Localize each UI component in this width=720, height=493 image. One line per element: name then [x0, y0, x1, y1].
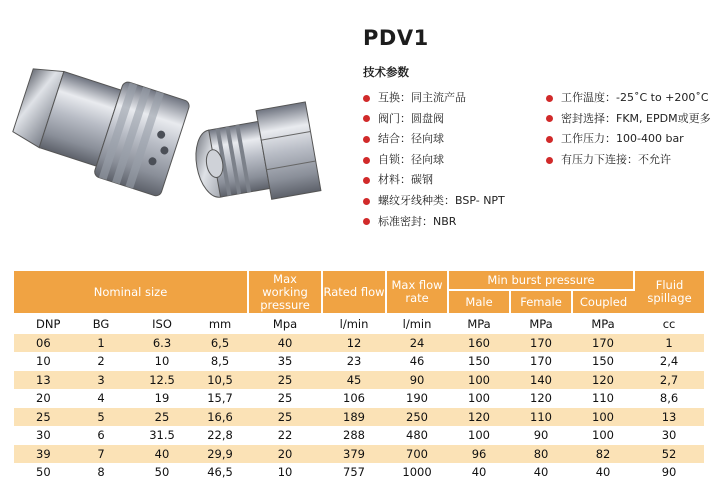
- unit-cell: MPa: [510, 314, 572, 334]
- table-cell: 40: [510, 463, 572, 482]
- table-cell: 25: [248, 371, 322, 390]
- table-cell: 6: [70, 426, 132, 445]
- spec-item: 密封选择：FKM, EPDM或更多: [546, 109, 711, 130]
- table-cell: 100: [448, 426, 510, 445]
- table-cell: 10: [14, 352, 70, 371]
- bullet-icon: [546, 136, 553, 143]
- table-row: [14, 334, 704, 353]
- table-cell: 3: [70, 371, 132, 390]
- table-cell: 150: [572, 352, 634, 371]
- table-cell: 22,8: [192, 426, 248, 445]
- table-cell: 39: [14, 445, 70, 464]
- table-cell: 2,4: [634, 352, 704, 371]
- table-cell: 82: [572, 445, 634, 464]
- spec-heading: 技术参数: [363, 65, 409, 79]
- table-row: [14, 389, 704, 408]
- table-cell: 90: [386, 371, 448, 390]
- bullet-icon: [363, 157, 370, 164]
- product-title: PDV1: [363, 26, 429, 50]
- table-cell: 30: [14, 426, 70, 445]
- table-cell: 15,7: [192, 389, 248, 408]
- table-cell: 288: [322, 426, 386, 445]
- bullet-icon: [546, 95, 553, 102]
- header-male: Male: [448, 290, 510, 314]
- table-cell: 700: [386, 445, 448, 464]
- table-cell: 150: [448, 352, 510, 371]
- table-cell: 24: [386, 334, 448, 353]
- table-cell: 140: [510, 371, 572, 390]
- table-row: [14, 445, 704, 464]
- table-cell: 189: [322, 408, 386, 427]
- table-cell: 35: [248, 352, 322, 371]
- header-max-working-pressure: Max working pressure: [248, 271, 322, 314]
- header-nominal-size: Nominal size: [14, 271, 248, 314]
- spec-list-right: [546, 88, 711, 170]
- unit-cell: DNP: [14, 314, 70, 334]
- bullet-icon: [363, 198, 370, 205]
- spec-item: 标准密封：NBR: [363, 212, 505, 233]
- spec-item: 自锁：径向球: [363, 150, 505, 171]
- table-row: [14, 463, 704, 482]
- table-cell: 40: [132, 445, 192, 464]
- units-row: [14, 314, 704, 334]
- table-cell: 31.5: [132, 426, 192, 445]
- table-cell: 16,6: [192, 408, 248, 427]
- bullet-icon: [363, 218, 370, 225]
- unit-cell: l/min: [322, 314, 386, 334]
- table-cell: 25: [248, 408, 322, 427]
- bullet-icon: [363, 177, 370, 184]
- table-cell: 190: [386, 389, 448, 408]
- table-cell: 12.5: [132, 371, 192, 390]
- unit-cell: ISO: [132, 314, 192, 334]
- spec-item: 阀门：圆盘阀: [363, 109, 505, 130]
- table-cell: 13: [634, 408, 704, 427]
- table-cell: 100: [448, 389, 510, 408]
- table-row: [14, 352, 704, 371]
- bullet-icon: [363, 115, 370, 122]
- table-cell: 160: [448, 334, 510, 353]
- table-cell: 8: [70, 463, 132, 482]
- bullet-icon: [363, 136, 370, 143]
- spec-item: 螺纹牙线种类：BSP- NPT: [363, 191, 505, 212]
- table-cell: 120: [572, 371, 634, 390]
- spec-table-container: [14, 271, 704, 482]
- spec-item: 工作压力：100-400 bar: [546, 129, 711, 150]
- table-cell: 8,5: [192, 352, 248, 371]
- table-cell: 20: [248, 445, 322, 464]
- table-row: [14, 426, 704, 445]
- table-cell: 22: [248, 426, 322, 445]
- unit-cell: MPa: [448, 314, 510, 334]
- table-cell: 46: [386, 352, 448, 371]
- table-cell: 40: [572, 463, 634, 482]
- spec-item: 有压力下连接：不允许: [546, 150, 711, 171]
- table-cell: 1: [70, 334, 132, 353]
- table-row: [14, 371, 704, 390]
- table-cell: 06: [14, 334, 70, 353]
- table-cell: 50: [14, 463, 70, 482]
- table-cell: 80: [510, 445, 572, 464]
- table-cell: 8,6: [634, 389, 704, 408]
- spec-item: 结合：径向球: [363, 129, 505, 150]
- table-cell: 25: [132, 408, 192, 427]
- table-row: [14, 408, 704, 427]
- table-cell: 1000: [386, 463, 448, 482]
- table-cell: 170: [510, 352, 572, 371]
- unit-cell: BG: [70, 314, 132, 334]
- unit-cell: cc: [634, 314, 704, 334]
- header-min-burst-pressure: Min burst pressure: [448, 271, 634, 290]
- table-cell: 40: [248, 334, 322, 353]
- table-cell: 250: [386, 408, 448, 427]
- table-cell: 120: [448, 408, 510, 427]
- table-cell: 110: [572, 389, 634, 408]
- unit-cell: mm: [192, 314, 248, 334]
- table-cell: 13: [14, 371, 70, 390]
- table-cell: 2: [70, 352, 132, 371]
- table-cell: 25: [14, 408, 70, 427]
- table-cell: 20: [14, 389, 70, 408]
- table-cell: 2,7: [634, 371, 704, 390]
- table-cell: 379: [322, 445, 386, 464]
- table-cell: 19: [132, 389, 192, 408]
- table-cell: 29,9: [192, 445, 248, 464]
- table-cell: 4: [70, 389, 132, 408]
- table-cell: 6.3: [132, 334, 192, 353]
- bullet-icon: [363, 95, 370, 102]
- table-cell: 6,5: [192, 334, 248, 353]
- table-cell: 30: [634, 426, 704, 445]
- table-cell: 10: [248, 463, 322, 482]
- table-cell: 100: [448, 371, 510, 390]
- table-cell: 480: [386, 426, 448, 445]
- table-cell: 7: [70, 445, 132, 464]
- header-female: Female: [510, 290, 572, 314]
- unit-cell: Mpa: [248, 314, 322, 334]
- spec-list-left: [363, 88, 505, 232]
- table-cell: 25: [248, 389, 322, 408]
- spec-item: 材料：碳钢: [363, 170, 505, 191]
- bullet-icon: [546, 157, 553, 164]
- table-cell: 120: [510, 389, 572, 408]
- header-max-flow-rate: Max flow rate: [386, 271, 448, 314]
- table-cell: 10,5: [192, 371, 248, 390]
- table-cell: 170: [510, 334, 572, 353]
- table-cell: 100: [572, 408, 634, 427]
- table-cell: 10: [132, 352, 192, 371]
- unit-cell: MPa: [572, 314, 634, 334]
- spec-table: [14, 271, 704, 482]
- table-cell: 5: [70, 408, 132, 427]
- coupler-product-image: [8, 40, 338, 220]
- table-cell: 23: [322, 352, 386, 371]
- header-fluid-spillage: Fluid spillage: [634, 271, 704, 314]
- table-cell: 1: [634, 334, 704, 353]
- table-cell: 110: [510, 408, 572, 427]
- bullet-icon: [546, 115, 553, 122]
- table-cell: 757: [322, 463, 386, 482]
- unit-cell: l/min: [386, 314, 448, 334]
- table-cell: 90: [510, 426, 572, 445]
- table-cell: 50: [132, 463, 192, 482]
- spec-item: 互换：同主流产品: [363, 88, 505, 109]
- spec-item: 工作温度：-25˚C to +200˚C: [546, 88, 711, 109]
- header-coupled: Coupled: [572, 290, 634, 314]
- table-cell: 45: [322, 371, 386, 390]
- table-cell: 46,5: [192, 463, 248, 482]
- table-cell: 52: [634, 445, 704, 464]
- table-cell: 40: [448, 463, 510, 482]
- table-cell: 170: [572, 334, 634, 353]
- table-cell: 96: [448, 445, 510, 464]
- table-cell: 106: [322, 389, 386, 408]
- table-cell: 12: [322, 334, 386, 353]
- table-cell: 90: [634, 463, 704, 482]
- header-rated-flow: Rated flow: [322, 271, 386, 314]
- table-cell: 100: [572, 426, 634, 445]
